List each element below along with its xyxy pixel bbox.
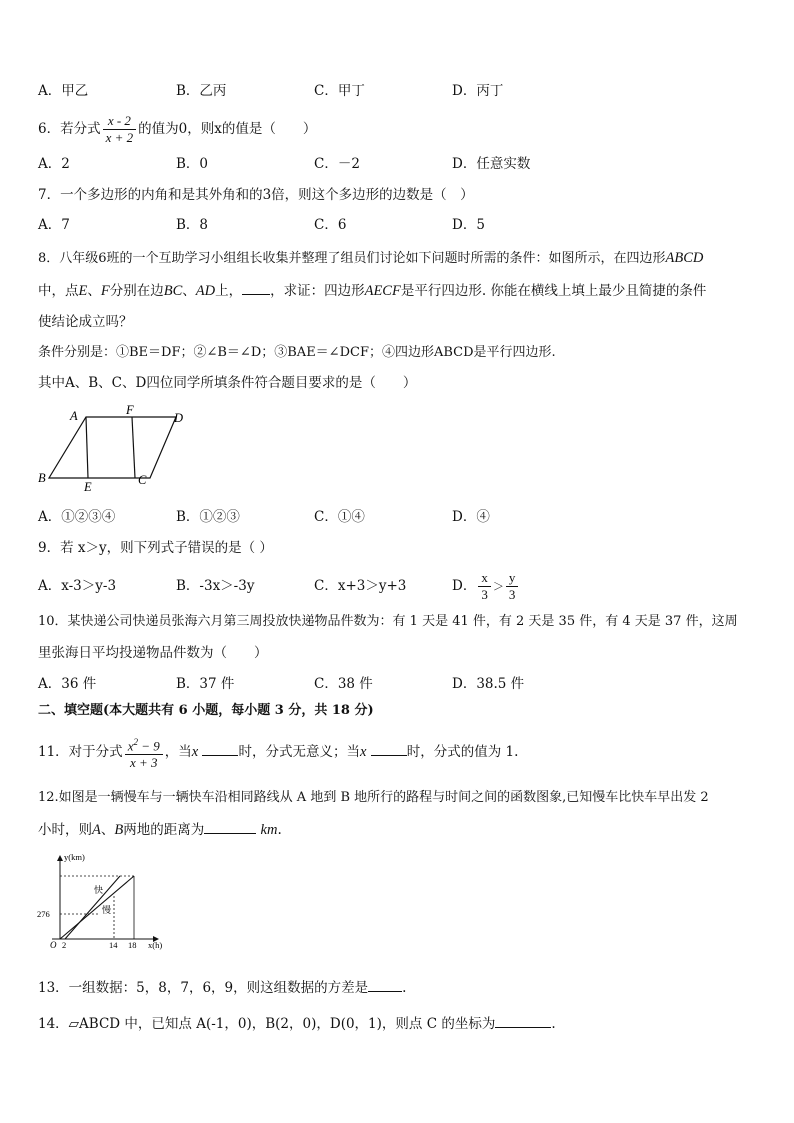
q14-end: . [551,1016,556,1032]
q5-option-a: A．甲乙 [38,83,89,99]
q11-blank-1[interactable] [202,741,238,756]
q8-var-ad: AD [195,283,216,299]
vertex-b-label: B [38,471,46,485]
q11-numerator [125,735,163,755]
vertex-d-label: D [174,411,184,425]
q6-suffix: 的值为0，则x的值是（ ） [138,121,317,137]
y-axis-label: y(km) [64,852,85,862]
q8-answer-blank[interactable] [242,280,270,295]
q7-option-c: C．6 [314,217,347,233]
q10-option-c: C．38 件 [314,676,373,692]
q11-num-rest: − 9 [137,738,160,754]
segment-fc [132,417,135,478]
q13-text: 13．一组数据：5，8，7，6，9，则这组数据的方差是 [38,980,369,996]
q6-numerator: x - 2 [103,114,137,130]
q8-option-b: B．①②③ [176,509,240,525]
q9-stem: 9．若 x＞y，则下列式子错误的是（ ） [38,540,273,556]
q7-option-d: D．5 [452,217,485,233]
q12-text: 小时，则 [38,822,92,838]
q6-option-a: A．2 [38,156,70,172]
q12-answer-blank[interactable] [204,819,256,834]
q12-var-b: B [114,822,124,838]
q6-prefix: 6．若分式 [38,121,101,137]
q8-option-c: C．①④ [314,509,365,525]
q8-line-1-text: 8．八年级6班的一个互助学习小组组长收集并整理了组员们讨论如下问题时所需的条件：如图所示，在四边形 [38,251,666,266]
y-tick-276: 276 [37,909,50,919]
q13-stem [38,977,406,998]
q12-text: . [277,822,282,838]
q10-line-1: 10．某快递公司快递员张海六月第三周投放快递物品件数为：有 1 天是 41 件，有 2 天是 35 件，有 4 天是 37 件，这周 [38,614,738,629]
x-axis-label: x(h) [148,940,163,950]
q10-option-a: A．36 件 [38,676,97,692]
q13-answer-blank[interactable] [368,977,402,992]
q8-text: 上， [215,283,243,299]
q9-option-c: C．x+3＞y+3 [314,578,407,594]
q7-stem: 7．一个多边形的内角和是其外角和的3倍，则这个多边形的边数是（ ） [38,187,474,203]
vertex-f-label: F [126,404,134,417]
q8-var-e: E [78,283,88,299]
q12-var-a: A [92,822,101,838]
x-tick-18: 18 [128,940,137,950]
q11-text: 时，分式的值为 1. [406,744,519,761]
q9-option-d [452,570,520,603]
q12-text: 、 [100,822,115,838]
x-tick-14: 14 [109,940,118,950]
q5-option-b: B．乙丙 [176,83,227,99]
q11-text: ，当 [164,744,192,761]
q9-option-d-label: D． [452,578,477,594]
q7-option-a: A．7 [38,217,70,233]
q5-option-d: D．丙丁 [452,83,504,99]
q9-gt: ＞ [492,580,504,593]
q9-num: y [506,571,519,587]
q11-text: 时，分式无意义；当 [238,744,360,761]
q10-line-2: 里张海日平均投递物品件数为（ ） [38,645,268,661]
x-tick-2: 2 [62,940,67,950]
q8-text: 中，点 [38,283,79,299]
fast-car-label: 快 [94,885,104,895]
q9-fraction-x [478,571,491,602]
q13-end: . [402,980,407,996]
q11-blank-2[interactable] [371,741,407,756]
q6-stem [38,113,316,145]
q11-stem [38,735,518,770]
q8-text: 、 [87,283,101,299]
q8-line-2 [38,280,706,301]
q9-option-b: B．-3x＞-3y [176,578,255,594]
vertex-c-label: C [138,473,147,487]
q8-question: 其中A、B、C、D四位同学所填条件符合题目要求的是（ ） [38,375,417,391]
q8-option-a: A．①②③④ [38,509,116,525]
q11-num-exp: 2 [133,737,138,747]
q8-parallelogram-figure [34,404,194,492]
q8-text: 是平行四边形. 你能在横线上填上最少且简捷的条件 [400,283,707,299]
q5-option-c: C．甲丁 [314,83,365,99]
q12-distance-time-graph [34,850,184,954]
vertex-e-label: E [84,480,92,492]
q9-den: 3 [481,587,488,602]
q12-line-2 [38,819,282,840]
q8-text: ，求证：四边形 [270,283,365,299]
q8-var-aecf: AECF [364,283,401,299]
segment-ae [86,417,88,478]
q8-line-1 [38,248,703,269]
q8-var-bc: BC [163,283,183,299]
q10-option-d: D．38.5 件 [452,676,525,692]
q6-denominator: x + 2 [105,130,134,145]
q8-text: 分别在边 [109,283,164,299]
q11-var: x [359,744,367,761]
q10-option-b: B．37 件 [176,676,235,692]
q6-option-b: B．0 [176,156,209,172]
q8-quad-name: ABCD [665,250,704,266]
q9-num: x [478,571,491,587]
q8-conditions: 条件分别是：①BE＝DF；②∠B＝∠D；③BAE＝∠DCF；④四边形ABCD是平行四边形. [38,345,556,360]
parallelogram-abcd [49,417,176,478]
q11-prefix: 11．对于分式 [38,744,123,761]
section-2-heading: 二、填空题(本大题共有 6 小题，每小题 3 分，共 18 分) [38,703,374,718]
fast-car-line [65,876,120,939]
q9-fraction-y [506,571,519,602]
q14-text: 14．▱ABCD 中，已知点 A(-1，0)，B(2，0)，D(0，1)，则点 C 的坐标为 [38,1016,496,1032]
slow-car-label: 慢 [102,905,112,915]
q6-fraction [103,114,137,145]
q7-option-b: B．8 [176,217,209,233]
q6-option-d: D．任意实数 [452,156,531,172]
q8-text: 、 [182,283,196,299]
q6-option-c: C．－2 [314,156,360,172]
q12-unit: km [260,822,278,838]
q9-den: 3 [508,587,516,602]
q11-denominator: x + 3 [129,755,158,771]
q11-var: x [191,744,199,761]
q8-var-f: F [100,283,110,299]
q14-stem [38,1013,556,1034]
q11-num-var: x [127,738,134,754]
origin-label: O [50,940,57,950]
vertex-a-label: A [70,409,78,423]
q8-line-3: 使结论成立吗？ [38,314,133,330]
q12-text: 两地的距离为 [123,822,205,838]
q11-fraction [125,735,163,770]
q14-answer-blank[interactable] [495,1013,551,1028]
q8-option-d: D．④ [452,509,490,525]
q9-option-a: A．x-3＞y-3 [38,578,117,594]
q12-line-1: 12.如图是一辆慢车与一辆快车沿相同路线从 A 地到 B 地所行的路程与时间之间的函数图象,已知慢车比快车早出发 2 [38,790,709,805]
